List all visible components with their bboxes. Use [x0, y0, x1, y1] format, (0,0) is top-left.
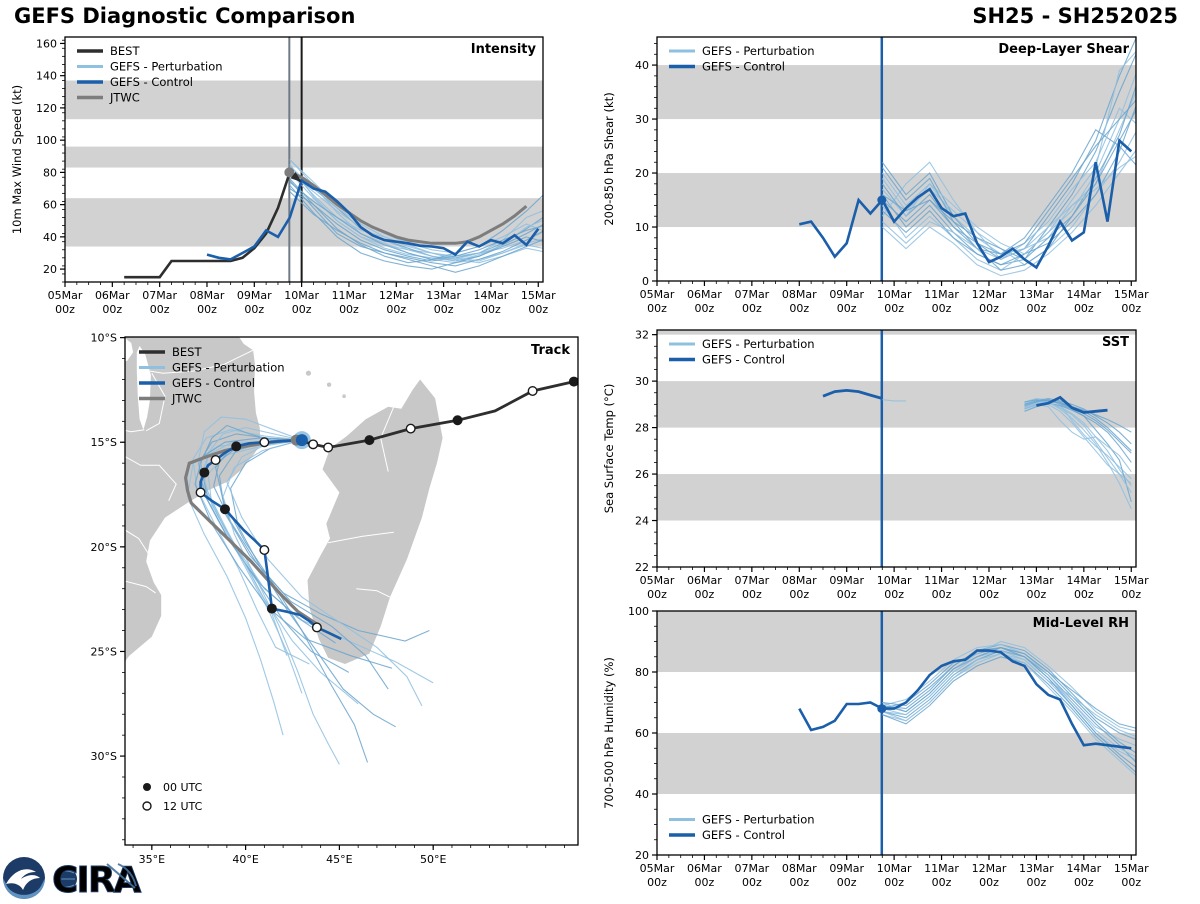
svg-text:13Mar: 13Mar: [1019, 574, 1054, 587]
svg-text:10Mar: 10Mar: [284, 289, 320, 302]
svg-text:00z: 00z: [741, 876, 762, 889]
svg-text:00z: 00z: [979, 588, 999, 601]
svg-text:00z: 00z: [244, 303, 265, 316]
svg-text:28: 28: [635, 421, 649, 435]
svg-text:00z: 00z: [102, 303, 123, 316]
svg-text:00z: 00z: [291, 303, 312, 316]
svg-text:JTWC: JTWC: [172, 391, 202, 406]
svg-text:12Mar: 12Mar: [971, 288, 1007, 301]
svg-text:00z: 00z: [1073, 876, 1094, 889]
svg-text:00z: 00z: [741, 302, 762, 315]
svg-text:00z: 00z: [694, 588, 715, 601]
svg-text:11Mar: 11Mar: [331, 289, 367, 302]
panel-sst: [602, 329, 1149, 601]
svg-text:GEFS - Control: GEFS - Control: [702, 352, 785, 367]
svg-text:15Mar: 15Mar: [1113, 574, 1149, 587]
svg-text:00z: 00z: [149, 303, 170, 316]
svg-text:11Mar: 11Mar: [924, 574, 959, 587]
svg-text:160: 160: [36, 37, 57, 51]
svg-text:00z: 00z: [1121, 876, 1142, 889]
svg-text:00z: 00z: [789, 588, 810, 601]
svg-text:700-500 hPa Humidity (%): 700-500 hPa Humidity (%): [602, 657, 616, 809]
svg-text:00z: 00z: [694, 302, 715, 315]
svg-text:30: 30: [635, 113, 649, 127]
svg-text:26: 26: [635, 468, 649, 482]
svg-text:10Mar: 10Mar: [876, 574, 912, 587]
svg-text:00z: 00z: [1026, 876, 1047, 889]
rh-legend: [669, 813, 815, 843]
svg-text:00z: 00z: [931, 876, 952, 889]
svg-text:32: 32: [635, 328, 649, 342]
storm-id-title: SH25 - SH252025: [972, 4, 1178, 28]
svg-text:13Mar: 13Mar: [426, 289, 461, 302]
svg-text:06Mar: 06Mar: [687, 862, 722, 875]
svg-text:10: 10: [635, 221, 649, 235]
svg-text:12Mar: 12Mar: [971, 574, 1007, 587]
svg-text:20: 20: [43, 263, 57, 277]
svg-text:00z: 00z: [884, 302, 905, 315]
svg-text:00z: 00z: [789, 876, 810, 889]
svg-text:09Mar: 09Mar: [829, 862, 865, 875]
svg-text:00z: 00z: [836, 588, 857, 601]
svg-text:60: 60: [43, 198, 57, 212]
svg-text:00z: 00z: [836, 876, 857, 889]
svg-text:07Mar: 07Mar: [734, 862, 770, 875]
svg-text:22: 22: [635, 561, 649, 574]
svg-text:80: 80: [43, 166, 57, 180]
svg-text:00z: 00z: [386, 303, 407, 316]
svg-text:13Mar: 13Mar: [1019, 288, 1054, 301]
svg-text:JTWC: JTWC: [110, 90, 140, 105]
svg-text:30°S: 30°S: [90, 750, 117, 764]
svg-text:06Mar: 06Mar: [94, 289, 130, 302]
svg-text:00 UTC: 00 UTC: [163, 781, 203, 794]
svg-text:35°E: 35°E: [138, 853, 166, 866]
panel-shear: [602, 22, 1149, 315]
svg-text:14Mar: 14Mar: [1066, 574, 1102, 587]
svg-text:00z: 00z: [979, 876, 999, 889]
svg-text:40: 40: [635, 788, 649, 801]
svg-text:45°E: 45°E: [326, 853, 353, 866]
svg-text:10m Max Wind Speed (kt): 10m Max Wind Speed (kt): [10, 84, 24, 235]
svg-text:12Mar: 12Mar: [378, 289, 414, 302]
svg-text:200-850 hPa Shear (kt): 200-850 hPa Shear (kt): [602, 92, 616, 226]
svg-text:06Mar: 06Mar: [687, 288, 722, 301]
svg-text:06Mar: 06Mar: [687, 574, 722, 587]
svg-text:07Mar: 07Mar: [734, 288, 770, 301]
svg-text:00z: 00z: [836, 302, 857, 315]
svg-text:12Mar: 12Mar: [971, 862, 1007, 875]
svg-text:Mid-Level RH: Mid-Level RH: [1032, 616, 1129, 631]
svg-text:30: 30: [635, 375, 649, 389]
svg-text:120: 120: [36, 101, 57, 115]
svg-text:GEFS - Perturbation: GEFS - Perturbation: [702, 812, 815, 827]
svg-text:14Mar: 14Mar: [1066, 862, 1102, 875]
svg-text:60: 60: [635, 727, 649, 740]
svg-text:05Mar: 05Mar: [639, 862, 675, 875]
svg-text:00z: 00z: [339, 303, 359, 316]
svg-text:140: 140: [36, 69, 57, 83]
svg-text:BEST: BEST: [172, 345, 202, 359]
panel-rh: [602, 605, 1149, 889]
landmass: [308, 380, 443, 665]
svg-text:100: 100: [36, 134, 57, 148]
svg-text:00z: 00z: [433, 303, 454, 316]
svg-text:GEFS - Control: GEFS - Control: [702, 828, 785, 842]
svg-text:100: 100: [628, 605, 649, 618]
svg-text:Intensity: Intensity: [470, 42, 536, 57]
svg-text:40: 40: [635, 59, 649, 73]
svg-text:11Mar: 11Mar: [924, 288, 959, 301]
svg-text:00z: 00z: [884, 588, 905, 601]
svg-text:07Mar: 07Mar: [734, 574, 770, 587]
svg-text:13Mar: 13Mar: [1019, 862, 1054, 875]
svg-text:GEFS - Perturbation: GEFS - Perturbation: [172, 360, 285, 375]
svg-text:00z: 00z: [931, 588, 952, 601]
svg-text:00z: 00z: [528, 303, 549, 316]
svg-text:20: 20: [635, 167, 649, 181]
svg-text:50°E: 50°E: [419, 853, 447, 866]
svg-text:07Mar: 07Mar: [142, 289, 178, 302]
svg-text:10Mar: 10Mar: [876, 862, 912, 875]
svg-text:GEFS - Control: GEFS - Control: [110, 75, 193, 89]
svg-text:08Mar: 08Mar: [781, 862, 817, 875]
svg-text:10Mar: 10Mar: [876, 288, 912, 301]
svg-text:00z: 00z: [979, 302, 999, 315]
svg-text:15Mar: 15Mar: [1113, 288, 1149, 301]
svg-text:80: 80: [635, 666, 649, 679]
svg-text:GEFS - Perturbation: GEFS - Perturbation: [702, 44, 815, 58]
svg-text:00z: 00z: [481, 303, 501, 316]
svg-text:09Mar: 09Mar: [236, 289, 272, 302]
svg-text:00z: 00z: [647, 588, 667, 601]
svg-text:09Mar: 09Mar: [829, 574, 865, 587]
svg-text:09Mar: 09Mar: [829, 288, 865, 301]
svg-text:15Mar: 15Mar: [520, 289, 556, 302]
svg-text:00z: 00z: [1026, 302, 1047, 315]
svg-text:00z: 00z: [197, 303, 217, 316]
svg-text:05Mar: 05Mar: [639, 574, 675, 587]
svg-text:GEFS - Perturbation: GEFS - Perturbation: [110, 59, 223, 74]
svg-text:00z: 00z: [1026, 588, 1047, 601]
shear-series: [799, 22, 1143, 276]
svg-text:08Mar: 08Mar: [781, 574, 817, 587]
svg-text:BEST: BEST: [110, 44, 140, 58]
svg-text:05Mar: 05Mar: [639, 288, 675, 301]
svg-text:00z: 00z: [55, 303, 75, 316]
svg-text:24: 24: [635, 514, 649, 528]
svg-text:20°S: 20°S: [90, 540, 117, 554]
svg-text:0: 0: [642, 275, 649, 288]
svg-text:15°S: 15°S: [90, 436, 117, 450]
svg-text:00z: 00z: [1121, 302, 1142, 315]
panel-track: [77, 332, 578, 866]
cira-logo: [52, 860, 142, 900]
svg-text:00z: 00z: [1073, 588, 1094, 601]
svg-text:00z: 00z: [694, 876, 715, 889]
svg-text:00z: 00z: [789, 302, 810, 315]
svg-text:00z: 00z: [647, 302, 667, 315]
svg-text:14Mar: 14Mar: [1066, 288, 1102, 301]
svg-text:GEFS - Perturbation: GEFS - Perturbation: [702, 337, 815, 351]
svg-text:14Mar: 14Mar: [473, 289, 509, 302]
svg-text:05Mar: 05Mar: [47, 289, 83, 302]
svg-text:00z: 00z: [741, 588, 762, 601]
svg-text:12 UTC: 12 UTC: [163, 800, 203, 813]
panel-intensity: [10, 37, 556, 316]
svg-text:Deep-Layer Shear: Deep-Layer Shear: [998, 42, 1129, 57]
svg-text:00z: 00z: [647, 876, 667, 889]
svg-text:40: 40: [43, 230, 57, 244]
svg-text:GEFS - Control: GEFS - Control: [172, 376, 255, 390]
svg-text:15Mar: 15Mar: [1113, 862, 1149, 875]
svg-text:Track: Track: [531, 343, 570, 358]
svg-text:08Mar: 08Mar: [189, 289, 225, 302]
svg-text:00z: 00z: [931, 302, 952, 315]
svg-text:00z: 00z: [884, 876, 905, 889]
track-utc-legend: [143, 781, 203, 813]
svg-text:Sea Surface Temp (°C): Sea Surface Temp (°C): [602, 383, 616, 514]
svg-text:GEFS - Control: GEFS - Control: [702, 59, 785, 74]
svg-text:40°E: 40°E: [232, 853, 259, 866]
svg-text:10°S: 10°S: [90, 331, 117, 345]
svg-text:20: 20: [635, 849, 649, 862]
svg-text:00z: 00z: [1121, 588, 1142, 601]
svg-text:08Mar: 08Mar: [781, 288, 817, 301]
svg-text:SST: SST: [1101, 335, 1129, 350]
svg-text:25°S: 25°S: [90, 645, 117, 659]
footer-logos: [3, 857, 142, 900]
svg-text:CIRA: CIRA: [52, 860, 140, 900]
noaa-logo: [3, 857, 45, 899]
page-title: GEFS Diagnostic Comparison: [14, 4, 356, 28]
svg-text:11Mar: 11Mar: [924, 862, 959, 875]
sst-legend: [669, 337, 815, 367]
svg-text:00z: 00z: [1073, 302, 1094, 315]
